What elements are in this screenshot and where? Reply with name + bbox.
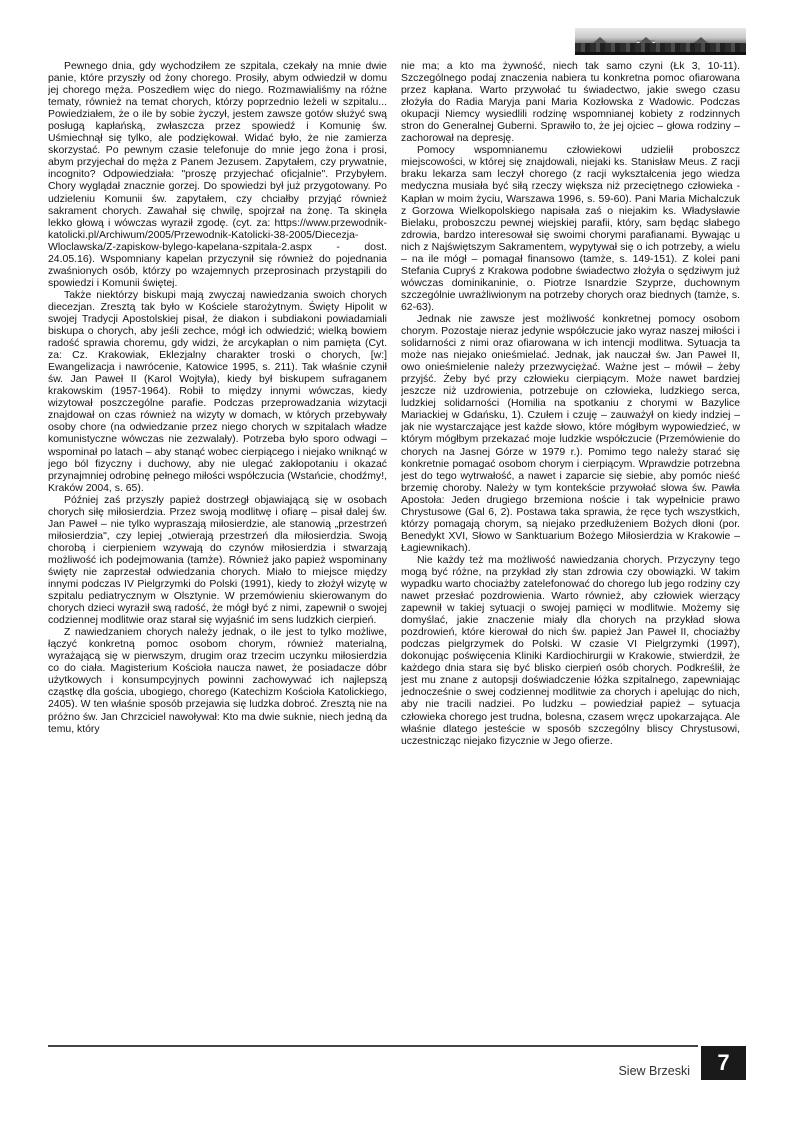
paragraph: Pewnego dnia, gdy wychodziłem ze szpitala, czekały na mnie dwie panie, które przyszły od żony chorego. Prosiły, abym odwiedził w domu jej chorego męża. Poszedłem więc do niego. Rozmawialiśmy na różne tematy, również na temat chorych, którzy poprzednio leżeli w szpitalu... Powiedziałem, że o ile by sobie życzył, jestem zawsze gotów służyć swą posługą kapłańską, zwłaszcza przez spowiedź i Komunię św. Uśmiechnął się tylko, ale podziękował. Widać było, że nie zamierza skorzystać. Po pewnym czasie telefonuje do mnie jego żona i prosi, abym przyjechał do męża z Panem Jezusem. Zapytałem, czy prywatnie, incognito? Odpowiedziała: "proszę przyjechać oficjalnie". Przybyłem. Chory wyglądał znacznie gorzej. Do spowiedzi był już przygotowany. Po udzieleniu Komunii św. zapytałem, czy chciałby przyjąć również sakrament chorych. Zawahał się chwilę, spojrzał na żonę. Ta skinęła lekko głową i wówczas wyraził zgodę. (cyt. za: https://www.przewodnik-katolicki.pl/Archiwum/2005/Przewodnik-Katolicki-38-2005/Diecezja-Wloclawska/Z-zapiskow-bylego-kapelana-szpitala-2.aspx - dost. 24.05.16). Wspomniany kapelan przyczynił się również do pojednania zwaśnionych osób, którzy po wzajemnych przeprosinach przystąpili do spowiedzi i Komunii świętej. <box>48 61 387 289</box>
paragraph: Jednak nie zawsze jest możliwość konkretnej pomocy osobom chorym. Pozostaje nieraz jedynie współczucie jako wyraz naszej miłości i solidarności z nimi oraz ofiarowana w ich intencji modlitwa. Sytuacja ta może nas niejako onieśmielać. Jednak, jak nauczał św. Jan Paweł II, owo onieśmielenie należy przezwyciężać. Ważne jest – mówił – żeby przyjść. Żeby być przy człowieku cierpiącym. Może nawet bardziej jeszcze niż uzdrowienia, potrzebuje on człowieka, ludzkiego serca, ludzkiej solidarności (Homilia na spotkaniu z chorymi w Bazylice Mariackiej w Gdańsku, 1). Czułem i czuję – zauważył on kiedy indziej – jak nie wystarczające jest każde słowo, które mógłbym wypowiedzieć, w którym mógłbym przekazać moje ludzkie współczucie (Przemówienie do chorych na Jasnej Górze w 1979 r.). Pomimo tego należy starać się konkretnie pomagać osobom chorym i cierpiącym. Wprawdzie potrzebna jest do tego wytrwałość, a nawet i zaparcie się siebie, aby pomóc nieść brzemię choroby. Należy w tym kontekście przywołać słowa św. Pawła Apostoła: Jeden drugiego brzemiona noście i tak wypełnicie prawo Chrystusowe (Gal 6, 2). Postawa taka sprawia, że ręce tych wszystkich, którzy pomagają chorym, są niejako przedłużeniem Bożych dłoni (por. Benedykt XVI, Słowo w Sanktuarium Bożego Miłosierdzia w Krakowie – Łagiewnikach). <box>401 313 740 554</box>
trees-strip <box>575 43 746 52</box>
publication-title: Siew Brzeski <box>618 1064 690 1078</box>
footer-rule <box>48 1045 698 1047</box>
paragraph: Z nawiedzaniem chorych należy jednak, o ile jest to tylko możliwe, łączyć konkretną pomoc osobom chorym, również materialną, wyrażającą się w pierwszym, drugim oraz trzecim uczynku miłosierdzia co do ciała. Magisterium Kościoła naucza nawet, że posiadacze dóbr użytkowych i konsumpcyjnych powinni zachowywać ich najlepszą cząstkę dla gościa, ubogiego, chorego (Katechizm Kościoła Katolickiego, 2405). W ten właśnie sposób przejawia się ludzka dobroć. Zresztą nie na próżno św. Jan Chrzciciel nawoływał: Kto ma dwie suknie, niech jedną da temu, który <box>48 627 387 735</box>
paragraph: nie ma; a kto ma żywność, niech tak samo czyni (Łk 3, 10-11). Szczególnego podaj znaczenia nabiera tu konkretna pomoc ofiarowana przez kapłana. Warto przywołać tu świadectwo, jakie swego czasu złożyła do Radia Maryja pani Maria Kozłowska z Wadowic. Podczas okupacji Niemcy wysiedlili rodzinę wspomnianej kobiety z rodzinnych stron do Generalnej Guberni. Sprawiło to, że jej ojciec – głowa rodziny – zachorował na depresję. <box>401 61 740 145</box>
landscape-photo-icon <box>575 28 746 52</box>
header-rule <box>575 52 746 55</box>
paragraph: Pomocy wspomnianemu człowiekowi udzielił proboszcz miejscowości, w której się znajdowali, niejaki ks. Stanisław Meus. Z racji braku lekarza sam leczył chorego (z racji wykształcenia jego wiedza medyczna musiała być siłą rzeczy większa niż przeciętnego człowieka - Kapłan w moim życiu, Warszawa 1996, s. 59-60). Pani Maria Michalczuk z Gorzowa Wielkopolskiego napisała zaś o niejakim ks. Władysławie Bielaku, proboszczu pewnej wiejskiej parafii, który, sam będąc słabego zdrowia, bardzo interesował się swoimi chorymi parafianami. Bywając u nich z Najświętszym Sakramentem, wypytywał się o ich potrzeby, a wielu – na ile mógł – pomagał finansowo (tamże, s. 149-151). Z kolei pani Stefania Cupryś z Krakowa podobne świadectwo złożyła o sędziwym już wówczas dominikaninie, o. Piotrze Isnardzie Szyprze, duchownym szczególnie uwrażliwionym na potrzeby chorych oraz biednych (tamże, s. 62-63). <box>401 145 740 313</box>
paragraph: Także niektórzy biskupi mają zwyczaj nawiedzania swoich chorych diecezjan. Zresztą tak było w Kościele starożytnym. Święty Hipolit w swojej Tradycji Apostolskiej pisał, że diakon i subdiakoni powiadamiali biskupa o chorych, aby jeśli zechce, mógł ich odwiedzić; wielką bowiem radość sprawia choremu, gdy widzi, że arcykapłan o nim pamięta (Cyt. za: Cz. Krakowiak, Eklezjalny charakter troski o chorych, [w:] Ewangelizacja i nawrócenie, Katowice 1995, s. 211). Tak właśnie czynił św. Jan Paweł II (Karol Wojtyła), kiedy był biskupem sufraganem krakowskim (1957-1964). Robił to między innymi wówczas, kiedy wizytował poszczególne parafie. Podczas przeprowadzania wizytacji znajdował on czas również na wizyty w domach, w których przebywały osoby chore (na odwiedzanie przez niego chorych w szpitalach władze komunistyczne wówczas nie zezwalały). Potrzeba było sporo odwagi – wspominał po latach – aby stanąć wobec cierpiącego i niejako wniknąć w jego ból fizyczny i duchowy, aby nie ulegać zakłopotaniu i okazać przynajmniej odrobinę pełnego miłości współczucia (Wstańcie, chodźmy!, Kraków 2004, s. 65). <box>48 289 387 494</box>
left-column <box>48 61 387 1043</box>
right-column <box>401 61 740 1043</box>
page-number: 7 <box>701 1046 746 1080</box>
paragraph: Później zaś przyszły papież dostrzegł objawiającą się w osobach chorych siłę miłosierdzia. Przez swoją modlitwę i ofiarę – pisał dalej św. Jan Paweł – nie tylko wypraszają miłosierdzie, ale stanowią „przestrzeń miłosierdzia", czy lepiej „otwierają przestrzeń dla miłosierdzia. Swoją chorobą i cierpieniem wzywają do czynów miłosierdzia i stwarzają możliwość ich podejmowania (tamże). Również jako papież wspominany święty nie zaprzestał odwiedzania chorych. Miało to miejsce między innymi podczas IV Pielgrzymki do Polski (1991), kiedy to złożył wizytę w szpitalu pediatrycznym w Olsztynie. W przemówieniu skierowanym do chorych dzieci wyraził swą radość, że mógł być z nimi, zapewnił o swojej codziennej modlitwie oraz starał się wyjaśnić im sens ludzkich cierpień. <box>48 494 387 627</box>
paragraph: Nie każdy też ma możliwość nawiedzania chorych. Przyczyny tego mogą być różne, na przykład zły stan zdrowia czy obowiązki. W takim wypadku warto chociażby zatelefonować do chorego lub jego rodziny czy nawet przesłać pozdrowienia. Warto również, aby człowiek wierzący zapewnił w takiej sytuacji o swojej pamięci w modlitwie. Możemy się domyślać, jakie znaczenie miały dla chorych na przykład słowa pozdrowień, które kierował do nich św. papież Jan Paweł II, chociażby podczas pielgrzymek do Polski. W czasie VI Pielgrzymki (1997), dokonując poświęcenia Kliniki Kardiochirurgii w Krakowie, stwierdził, że każdego dnia stara się być blisko cierpień osób chorych. Podkreślił, że jest mu znane z autopsji doświadczenie łóżka szpitalnego, zapewniając jednocześnie o swej codziennej modlitwie za chorych i apelując do nich, aby nie tracili nadziei. Po ludzku – powiedział papież – sytuacja człowieka chorego jest trudna, bolesna, czasem wręcz upokarzająca. Ale właśnie dlatego jesteście w sposób szczególny bliscy Chrystusowi, uczestnicząc niejako fizycznie w Jego ofierze. <box>401 554 740 747</box>
